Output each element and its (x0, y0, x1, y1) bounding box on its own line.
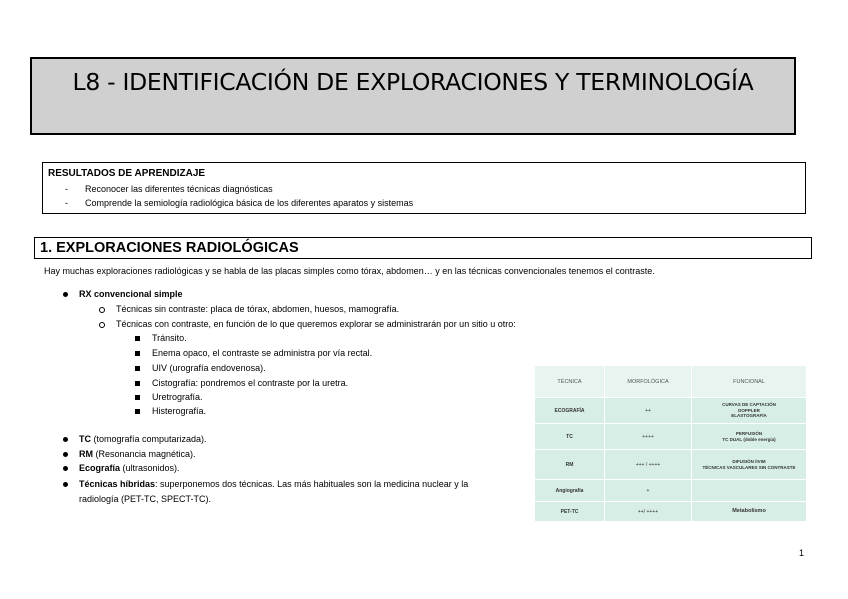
bullet-icon (63, 466, 68, 471)
bullet-icon (63, 452, 68, 457)
table-cell-tecnica: PET-TC (535, 502, 605, 522)
table-cell-morfologica: ++ (605, 398, 692, 424)
technique-item: RM (Resonancia magnética). (79, 449, 196, 459)
table-header-cell: TÉCNICA (535, 366, 605, 398)
square-bullet-icon (135, 366, 140, 371)
technique-item-continuation: radiología (PET-TC, SPECT-TC). (79, 494, 212, 504)
square-bullet-icon (135, 381, 140, 386)
table-row (535, 502, 807, 522)
techniques-table (534, 365, 807, 522)
technique-item: Ecografía (ultrasonidos). (79, 463, 180, 473)
table-cell-morfologica: ++/ ++++ (605, 502, 692, 522)
table-cell-funcional: DIFUSIÓN /IVIM TÉCNICAS VASCULARES SIN CONTRASTE (692, 450, 807, 480)
sub-item: Uretrografía. (152, 392, 203, 402)
section-heading: 1. EXPLORACIONES RADIOLÓGICAS (40, 240, 299, 256)
table-cell-funcional: CURVAS DE CAPTACIÓN DOPPLER ELASTOGRAFÍA (692, 398, 807, 424)
rx-sin-contraste: Técnicas sin contraste: placa de tórax, abdomen, huesos, mamografía. (116, 304, 400, 314)
table-cell-tecnica: ECOGRAFÍA (535, 398, 605, 424)
square-bullet-icon (135, 395, 140, 400)
section-heading-box (34, 237, 812, 259)
table-cell-morfologica: +++ / ++++ (605, 450, 692, 480)
square-bullet-icon (135, 336, 140, 341)
table-row (535, 450, 807, 480)
learning-outcomes-box (42, 162, 806, 214)
table-row (535, 398, 807, 424)
page-number: 1 (798, 548, 804, 558)
bullet-icon (63, 437, 68, 442)
square-bullet-icon (135, 409, 140, 414)
table-cell-tecnica: TC (535, 424, 605, 450)
table-cell-funcional: Metabolismo (692, 502, 807, 522)
table-cell-morfologica: + (605, 480, 692, 502)
bullet-icon (63, 292, 68, 297)
sub-item: Tránsito. (152, 333, 187, 343)
table-header-cell: FUNCIONAL (692, 366, 807, 398)
table-row (535, 480, 807, 502)
learning-outcomes-heading: RESULTADOS DE APRENDIZAJE (48, 168, 206, 179)
table-header-cell: MORFOLÓGICA (605, 366, 692, 398)
circle-bullet-icon (99, 322, 105, 328)
sub-item: Enema opaco, el contraste se administra por vía rectal. (152, 348, 373, 358)
document-title: L8 - IDENTIFICACIÓN DE EXPLORACIONES Y TERMINOLOGÍA (72, 68, 754, 96)
rx-con-contraste: Técnicas con contraste, en función de lo que queremos explorar se administrarán por un sitio u otro: (116, 319, 516, 329)
sub-item: Histerografía. (152, 406, 207, 416)
sub-item: UIV (urografía endovenosa). (152, 363, 266, 373)
table-cell-funcional: PERFUSIÓN TC DUAL (doble energía) (692, 424, 807, 450)
intro-paragraph: Hay muchas exploraciones radiológicas y se habla de las placas simples como tórax, abdomen… y en las técnicas convencionales tenemos el contraste. (44, 266, 655, 276)
rx-label: RX convencional simple (79, 289, 183, 299)
table-cell-morfologica: ++++ (605, 424, 692, 450)
learning-outcome-item: - Comprende la semiología radiológica básica de los diferentes aparatos y sistemas (65, 198, 414, 208)
technique-item: TC (tomografía computarizada). (79, 434, 207, 444)
table-cell-funcional (692, 480, 807, 502)
learning-outcome-item: - Reconocer las diferentes técnicas diagnósticas (65, 184, 273, 194)
technique-item: Técnicas híbridas: superponemos dos técnicas. Las más habituales son la medicina nuclear y la (79, 479, 469, 489)
bullet-icon (63, 482, 68, 487)
table-cell-tecnica: RM (535, 450, 605, 480)
sub-item: Cistografía: pondremos el contraste por la uretra. (152, 378, 349, 388)
circle-bullet-icon (99, 307, 105, 313)
table-cell-tecnica: Angiografía (535, 480, 605, 502)
table-row (535, 424, 807, 450)
square-bullet-icon (135, 351, 140, 356)
title-box (30, 57, 796, 135)
table-header-row (535, 366, 807, 398)
